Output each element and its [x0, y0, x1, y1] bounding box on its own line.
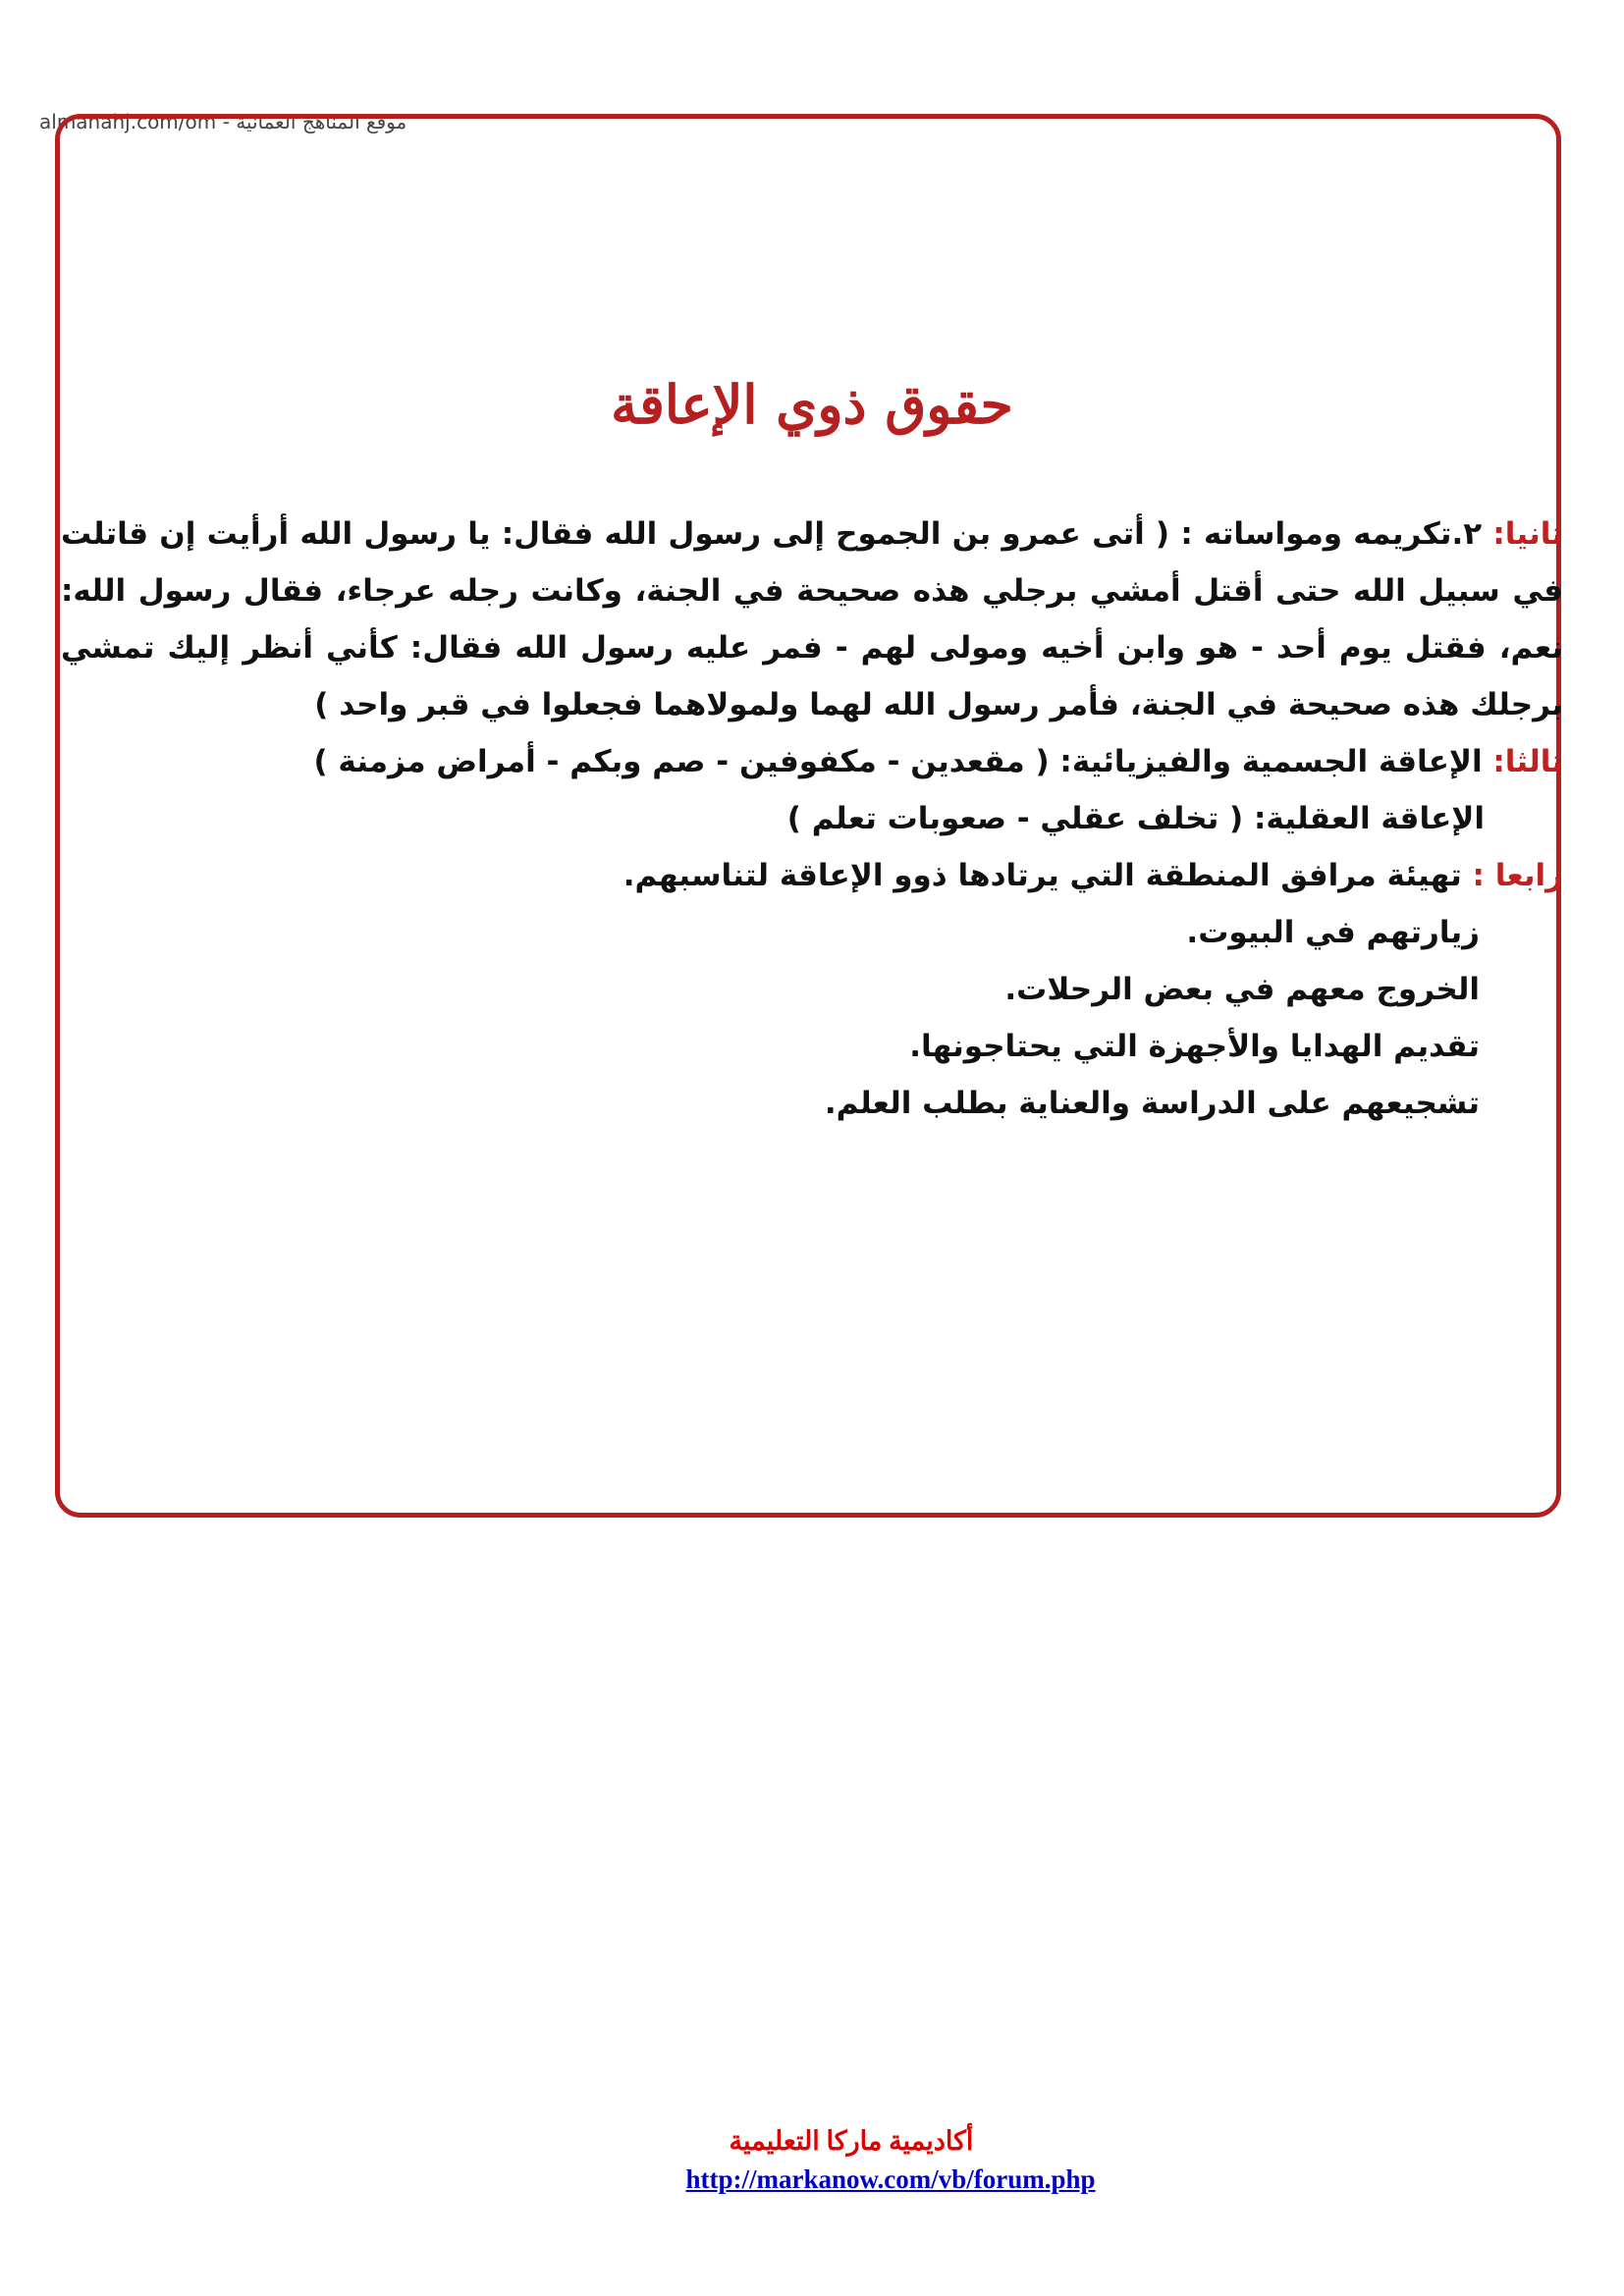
section-third	[61, 733, 1563, 790]
list-item: الخروج معهم في بعض الرحلات.	[1004, 972, 1480, 1007]
section-fourth	[61, 847, 1563, 904]
page-title: حقوق ذوي الإعاقة	[611, 373, 1013, 436]
document-body	[61, 506, 1563, 1132]
list-item: تقديم الهدايا والأجهزة التي يحتاجونها.	[909, 1029, 1480, 1064]
section-fourth-label: رابعا :	[1472, 858, 1563, 893]
page-footer	[0, 2126, 1624, 2195]
list-item: زيارتهم في البيوت.	[1186, 915, 1480, 950]
footer-forum-link[interactable]: http://markanow.com/vb/forum.php	[685, 2164, 1096, 2194]
footer-academy-name: أكاديمية ماركا التعليمية	[729, 2126, 974, 2156]
section-second	[61, 506, 1563, 733]
section-second-label: ثانيا:	[1492, 516, 1563, 552]
list-item: تشجيعهم على الدراسة والعناية بطلب العلم.	[824, 1086, 1480, 1121]
section-third-text: الإعاقة الجسمية والفيزيائية: ( مقعدين - مكفوفين - صم وبكم - أمراض مزمنة )	[313, 744, 1483, 779]
section-third-label: ثالثا:	[1492, 744, 1563, 779]
section-third-sub: الإعاقة العقلية: ( تخلف عقلي - صعوبات تعلم )	[786, 801, 1485, 836]
section-fourth-text: تهيئة مرافق المنطقة التي يرتادها ذوو الإعاقة لتناسبهم.	[623, 858, 1462, 893]
watermark-text: almanahj.com/om - موقع المناهج العمانية	[39, 110, 407, 133]
section-second-text: ٢.تكريمه ومواساته : ( أتى عمرو بن الجموح إلى رسول الله فقال: يا رسول الله أرأيت إن قاتلت في سبيل الله حتى أقتل أمشي برجلي هذه صحيحة في الجنة، وكانت رجله عرجاء، فقال رسول الله: نعم، فقتل يوم أحد - هو وابن أخيه ومولى لهم - فمر عليه رسول الله فقال: كأني أنظر إليك تمشي برجلك هذه صحيحة في الجنة، فأمر رسول الله لهما ولمولاهما فجعلوا في قبر واحد )	[61, 516, 1563, 722]
